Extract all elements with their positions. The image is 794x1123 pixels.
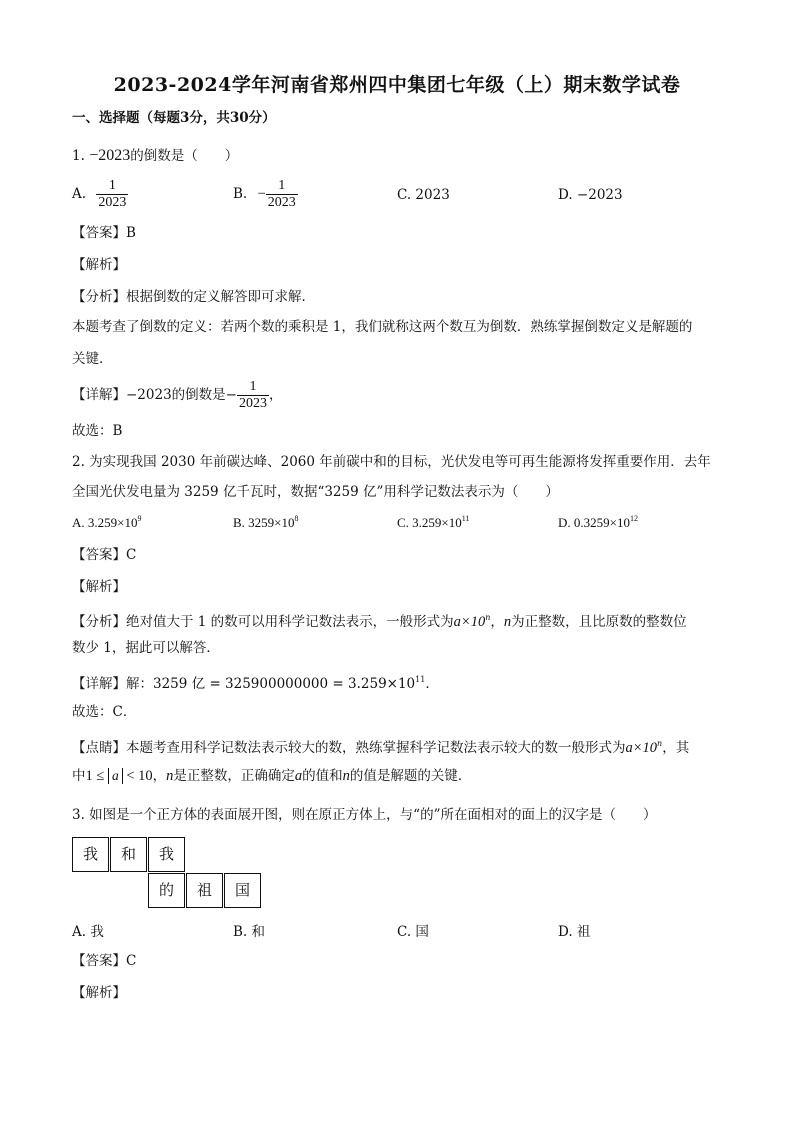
detail-punct: ． <box>425 676 439 692</box>
exam-note-line-2: 关键． <box>72 351 113 367</box>
option-b <box>233 178 298 211</box>
choose-2: 故选：C． <box>72 704 137 720</box>
option-text: A. 3.259×10 <box>72 515 138 530</box>
option-label: A. <box>72 186 87 202</box>
variable-n: n <box>342 768 350 784</box>
option-a <box>72 514 141 531</box>
detail-text: 【详解】解：3259 亿 = 325900000000 = 3.259×10 <box>72 676 416 692</box>
net-face: 我 <box>148 837 185 872</box>
exponent: 11 <box>461 514 470 523</box>
net-face: 我 <box>72 837 109 872</box>
minus-sign: − <box>257 186 266 202</box>
question-value: −2023 <box>89 147 131 164</box>
numerator: 1 <box>278 178 286 193</box>
option-c: C. 国 <box>397 924 429 940</box>
text: ， <box>152 768 167 784</box>
fenxi-text: 为正整数，且比原数的整数位 <box>511 614 687 630</box>
fenxi-2 <box>72 608 687 632</box>
question-text: 的倒数是（ ） <box>130 148 239 164</box>
question-1-stem <box>72 146 238 166</box>
variable-n: n <box>503 614 512 630</box>
net-face: 的 <box>148 873 185 908</box>
option-text: B. 3259×10 <box>233 515 295 530</box>
text: 的值是解题的关键． <box>349 768 472 784</box>
section-heading: 一、选择题（每题3分，共30分） <box>72 110 276 126</box>
text: 的值和 <box>302 768 343 784</box>
text: 是正整数，正确确定 <box>173 768 295 784</box>
fenxi-text: ， <box>490 614 504 630</box>
inequality: 1 ≤ <box>85 768 108 784</box>
variable-a: a <box>294 768 303 784</box>
exponent: n <box>485 613 491 622</box>
option-b: B. 和 <box>233 924 266 940</box>
formula: a×10 <box>625 740 658 756</box>
option-d: D. 祖 <box>558 924 591 940</box>
answer-1: 【答案】B <box>72 225 136 241</box>
option-label: B. <box>233 186 248 202</box>
inequality: < 10 <box>122 768 153 784</box>
option-d: D. −2023 <box>558 187 623 203</box>
option-b <box>233 514 299 531</box>
option-c <box>397 514 469 531</box>
analysis-1-heading: 【解析】 <box>72 257 126 273</box>
absolute-value: a <box>108 768 123 784</box>
question-3-stem: 3. 如图是一个正方体的表面展开图，则在原正方体上，与“的”所在面相对的面上的汉字是（ ） <box>72 807 657 823</box>
exponent: 12 <box>629 514 638 523</box>
question-number: 1. <box>72 148 85 164</box>
fenxi-text: 【分析】绝对值大于 1 的数可以用科学记数法表示，一般形式为 <box>72 614 454 630</box>
denominator: 2023 <box>267 195 296 210</box>
fraction <box>266 178 298 211</box>
detail-2 <box>72 670 439 694</box>
net-face: 国 <box>224 873 261 908</box>
numerator: 1 <box>108 178 116 193</box>
option-a: A. 我 <box>72 924 104 940</box>
cube-net-diagram <box>72 837 262 911</box>
option-c: C. 2023 <box>397 187 450 203</box>
question-2-stem-line-1: 2. 为实现我国 2030 年前碳达峰、2060 年前碳中和的目标，光伏发电等可再生能源将发挥重要作用．去年 <box>72 454 711 470</box>
text: 中 <box>72 768 86 784</box>
dianjing-2-line-2 <box>72 766 471 786</box>
option-text: D. 0.3259×10 <box>558 515 630 530</box>
page-title: 2023-2024学年河南省郑州四中集团七年级（上）期末数学试卷 <box>113 74 681 96</box>
option-text: C. 3.259×10 <box>397 515 462 530</box>
option-d <box>558 514 638 531</box>
detail-punct: ， <box>268 387 283 403</box>
fraction <box>237 379 269 412</box>
analysis-3-heading: 【解析】 <box>72 985 126 1001</box>
fenxi-1: 【分析】根据倒数的定义解答即可求解． <box>72 289 315 305</box>
fenxi-2-line-2: 数少 1，据此可以解答． <box>72 640 220 656</box>
formula: a×10 <box>453 614 486 630</box>
dianjing-2 <box>72 734 689 758</box>
numerator: 1 <box>249 379 257 394</box>
exponent: 8 <box>294 514 299 523</box>
detail-1 <box>72 377 282 413</box>
answer-3: 【答案】C <box>72 953 137 969</box>
choose-1: 故选：B <box>72 423 123 439</box>
answer-2: 【答案】C <box>72 547 137 563</box>
net-face: 和 <box>110 837 147 872</box>
fraction <box>96 178 128 211</box>
option-a <box>72 178 128 211</box>
exam-note-line-1: 本题考查了倒数的定义：若两个数的乘积是 1，我们就称这两个数互为倒数．熟练掌握倒数定义是解题的 <box>72 319 693 335</box>
dianjing-text: 【点睛】本题考查用科学记数法表示较大的数，熟练掌握科学记数法表示较大的数一般形式为 <box>72 740 626 756</box>
variable-n: n <box>166 768 174 784</box>
exponent: 11 <box>415 675 426 684</box>
denominator: 2023 <box>238 396 267 411</box>
detail-text: 【详解】−2023的倒数是− <box>72 387 237 403</box>
question-2-stem-line-2: 全国光伏发电量为 3259 亿千瓦时，数据“3259 亿”用科学记数法表示为（ ） <box>72 484 559 500</box>
net-face: 祖 <box>186 873 223 908</box>
exponent: n <box>657 739 663 748</box>
dianjing-text: ，其 <box>662 740 690 756</box>
analysis-2-heading: 【解析】 <box>72 579 126 595</box>
exponent: 9 <box>137 514 142 523</box>
denominator: 2023 <box>98 195 127 210</box>
